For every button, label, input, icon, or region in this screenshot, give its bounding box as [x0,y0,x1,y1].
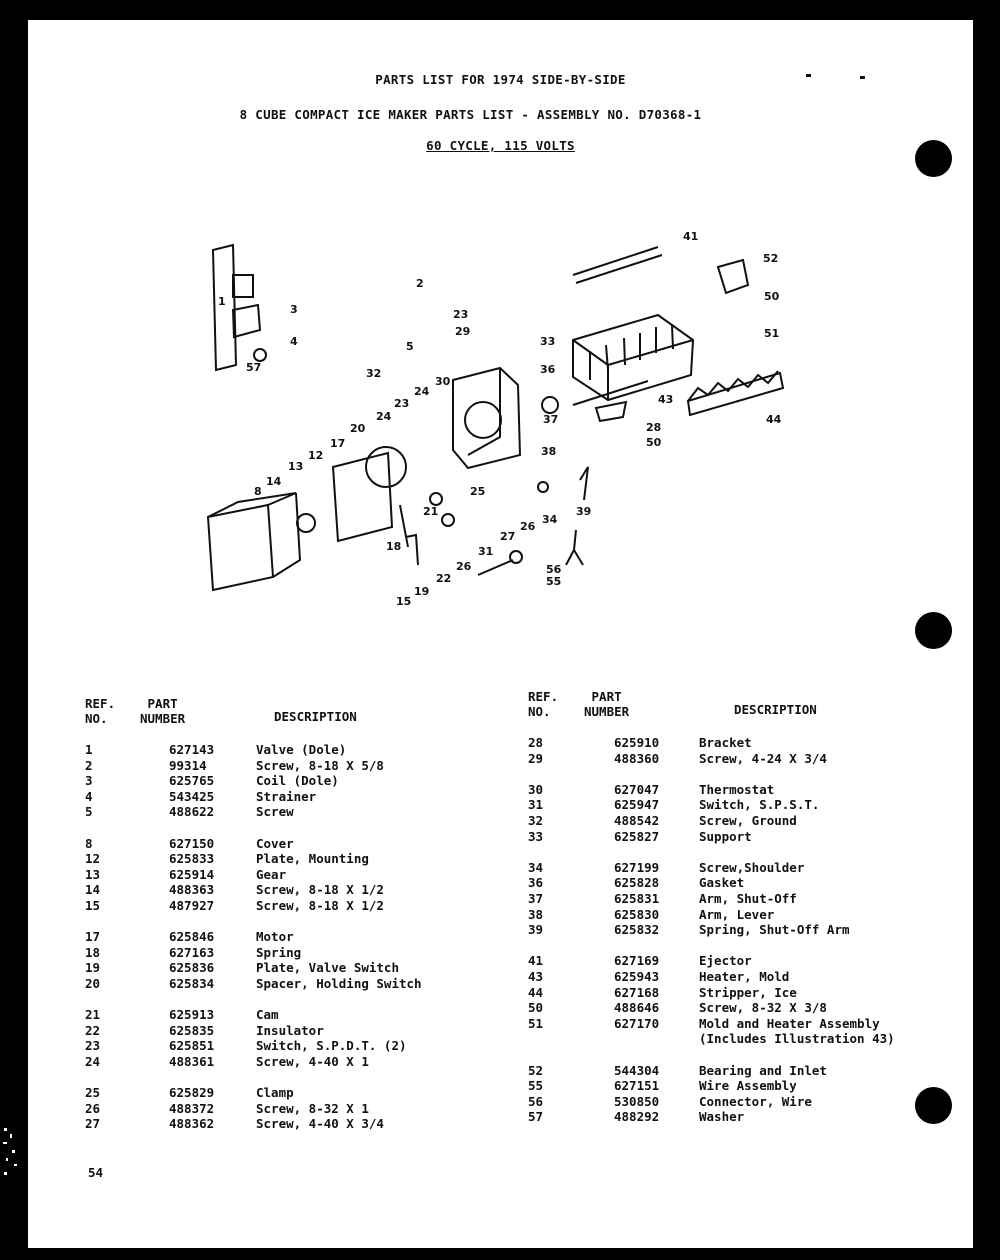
scan-specks [0,1120,28,1190]
callout-label: 50 [646,436,662,449]
ref-number: 13 [85,866,101,882]
part-number-header: PART NUMBER [140,696,186,726]
part-number: 625913 [169,1007,215,1023]
part-number: 488363 [169,882,215,898]
ref-number: 41 [528,953,544,969]
callout-label: 17 [330,437,346,450]
part-description: Valve (Dole) [256,742,347,757]
callout-label: 51 [764,327,780,340]
part-number: 627150 [169,835,215,851]
part-description: Mold and Heater Assembly [699,1015,880,1031]
part-number: 625765 [169,773,215,789]
callout-label: 52 [763,252,779,265]
ref-number: 23 [85,1038,101,1054]
callout-label: 24 [376,410,392,423]
part-number-header: PART NUMBER [584,689,630,719]
ref-number: 36 [528,875,544,891]
ref-number: 55 [528,1078,544,1094]
callout-label: 50 [764,290,780,303]
part-description: Spacer, Holding Switch [256,976,422,991]
part-description: Strainer [256,788,317,804]
part-number: 625827 [614,828,660,844]
part-description: (Includes Illustration 43) [699,1031,895,1047]
callout-label: 26 [456,560,472,573]
part-number: 625835 [169,1022,215,1038]
part-description: Screw, 8-32 X 1 [256,1100,369,1116]
part-description: Screw,Shoulder [699,859,805,875]
part-description: Arm, Lever [699,906,775,922]
ref-number: 44 [528,984,544,1000]
part-number: 99314 [169,757,207,773]
ref-number: 20 [85,976,101,991]
part-number: 625846 [169,929,215,945]
part-description: Gear [256,866,287,882]
callout-label: 33 [540,335,556,348]
part-description: Heater, Mold [699,969,790,984]
part-description: Bracket [699,735,752,750]
callout-label: 44 [766,413,782,426]
ref-number: 31 [528,797,544,813]
part-number: 625828 [614,875,660,891]
page-title: PARTS LIST FOR 1974 SIDE-BY-SIDE [375,72,626,87]
part-description: Arm, Shut-Off [699,891,797,906]
ref-number: 12 [85,851,101,867]
part-description: Insulator [256,1022,324,1038]
ref-number: 38 [528,906,544,922]
part-number: 488542 [614,813,660,828]
callout-label: 32 [366,367,382,380]
callout-label: 30 [435,375,451,388]
part-description: Coil (Dole) [256,773,339,789]
callout-label: 21 [423,505,439,518]
callout-label: 57 [246,361,262,374]
callout-label: 31 [478,545,494,558]
ref-number: 39 [528,922,544,938]
part-description: Screw, 8-32 X 3/8 [699,1000,827,1016]
part-number: 625947 [614,797,660,813]
part-number: 625851 [169,1038,215,1054]
part-description: Connector, Wire [699,1093,812,1109]
callout-label: 23 [453,308,469,321]
ref-number: 50 [528,1000,544,1016]
callout-label: 23 [394,397,410,410]
part-number: 543425 [169,788,215,804]
part-description: Screw, 8-18 X 1/2 [256,898,384,913]
part-number: 625831 [614,891,660,906]
description-header: DESCRIPTION [734,702,817,717]
part-number: 488360 [614,750,660,766]
callout-label: 5 [406,340,414,353]
callout-label: 4 [290,335,298,348]
part-description: Clamp [256,1085,294,1101]
ref-number: 33 [528,828,544,844]
part-number: 625836 [169,960,215,976]
callout-label: 24 [414,385,430,398]
callout-label: 36 [540,363,556,376]
callout-label: 29 [455,325,471,338]
callout-label: 14 [266,475,282,488]
parts-table-left [85,742,485,1142]
part-description: Spring [256,944,302,960]
callout-label: 2 [416,277,424,290]
ref-number: 32 [528,813,544,828]
callout-label: 55 [546,575,562,588]
ref-number: 19 [85,960,101,976]
part-description: Ejector [699,953,752,969]
part-number: 488361 [169,1054,215,1069]
part-number: 625833 [169,851,215,867]
part-description: Screw [256,804,294,820]
callout-label: 34 [542,513,558,526]
binder-hole [915,1087,952,1124]
callout-label: 37 [543,413,559,426]
part-number: 627047 [614,781,660,797]
part-description: Gasket [699,875,745,891]
ref-number: 43 [528,969,544,984]
ref-no-header: REF. NO. [528,689,559,719]
binder-hole [915,612,952,649]
exploded-diagram [178,205,828,615]
part-number: 627199 [614,859,660,875]
voltage-spec: 60 CYCLE, 115 VOLTS [426,138,575,153]
part-number: 488622 [169,804,215,820]
ref-number: 5 [85,804,93,820]
part-description: Switch, S.P.D.T. (2) [256,1038,407,1054]
callout-label: 56 [546,563,562,576]
callout-label: 22 [436,572,452,585]
part-description: Screw, Ground [699,813,797,828]
parts-list-page [28,20,973,1248]
callout-label: 20 [350,422,366,435]
part-number: 625829 [169,1085,215,1101]
part-number: 488292 [614,1109,660,1125]
part-number: 625914 [169,866,215,882]
binder-hole [915,140,952,177]
ref-number: 52 [528,1062,544,1078]
part-description: Screw, 4-40 X 3/4 [256,1116,384,1132]
part-number: 544304 [614,1062,660,1078]
part-number: 488646 [614,1000,660,1016]
part-number: 627168 [614,984,660,1000]
ref-number: 27 [85,1116,101,1132]
ref-number: 28 [528,735,544,750]
part-description: Plate, Mounting [256,851,369,867]
callout-label: 41 [683,230,699,243]
part-number: 625834 [169,976,215,991]
speck [860,76,865,79]
ref-number: 18 [85,944,101,960]
part-description: Stripper, Ice [699,984,797,1000]
part-description: Plate, Valve Switch [256,960,399,976]
callout-label: 38 [541,445,557,458]
parts-table-right [528,735,948,1135]
callout-label: 25 [470,485,486,498]
callout-label: 8 [254,485,262,498]
ref-number: 4 [85,788,93,804]
ref-number: 3 [85,773,93,789]
part-number: 625943 [614,969,660,984]
ref-number: 8 [85,835,93,851]
part-description: Washer [699,1109,745,1125]
ref-number: 15 [85,898,101,913]
callout-label: 18 [386,540,402,553]
part-number: 625832 [614,922,660,938]
callout-label: 39 [576,505,592,518]
part-number: 627143 [169,742,215,757]
callout-label: 1 [218,295,226,308]
part-description: Screw, 4-24 X 3/4 [699,750,827,766]
part-number: 487927 [169,898,215,913]
part-number: 627170 [614,1015,660,1031]
callout-label: 28 [646,421,662,434]
callout-label: 19 [414,585,430,598]
callout-label: 15 [396,595,412,608]
callout-label: 3 [290,303,298,316]
part-description: Bearing and Inlet [699,1062,827,1078]
callout-label: 12 [308,449,324,462]
part-description: Support [699,828,752,844]
ref-number: 26 [85,1100,101,1116]
part-description: Spring, Shut-Off Arm [699,922,850,938]
ref-number: 29 [528,750,544,766]
part-description: Cam [256,1007,279,1023]
part-description: Thermostat [699,781,775,797]
description-header: DESCRIPTION [274,709,357,724]
ref-number: 57 [528,1109,544,1125]
assembly-subtitle: 8 CUBE COMPACT ICE MAKER PARTS LIST - ASSEMBLY NO. D70368-1 [239,107,702,122]
ref-number: 25 [85,1085,101,1101]
part-description: Screw, 8-18 X 1/2 [256,882,384,898]
part-number: 488372 [169,1100,215,1116]
ref-number: 21 [85,1007,101,1023]
part-number: 627151 [614,1078,660,1094]
part-description: Switch, S.P.S.T. [699,797,820,813]
ref-no-header: REF. NO. [85,696,116,726]
speck [806,74,811,77]
part-description: Cover [256,835,294,851]
ref-number: 34 [528,859,544,875]
ref-number: 22 [85,1022,101,1038]
part-number: 625910 [614,735,660,750]
part-number: 627169 [614,953,660,969]
ref-number: 17 [85,929,101,945]
part-number: 625830 [614,906,660,922]
callout-label: 43 [658,393,674,406]
part-description: Motor [256,929,294,945]
callout-label: 26 [520,520,536,533]
callout-label: 27 [500,530,516,543]
part-number: 530850 [614,1093,660,1109]
ref-number: 37 [528,891,544,906]
part-description: Wire Assembly [699,1078,797,1094]
callout-label: 13 [288,460,304,473]
ref-number: 30 [528,781,544,797]
ref-number: 24 [85,1054,101,1069]
part-description: Screw, 4-40 X 1 [256,1054,369,1069]
ref-number: 2 [85,757,93,773]
part-number: 627163 [169,944,215,960]
page-number: 54 [88,1165,104,1180]
ref-number: 1 [85,742,93,757]
ref-number: 56 [528,1093,544,1109]
part-number: 488362 [169,1116,215,1132]
ref-number: 14 [85,882,101,898]
ref-number: 51 [528,1015,544,1031]
part-description: Screw, 8-18 X 5/8 [256,757,384,773]
